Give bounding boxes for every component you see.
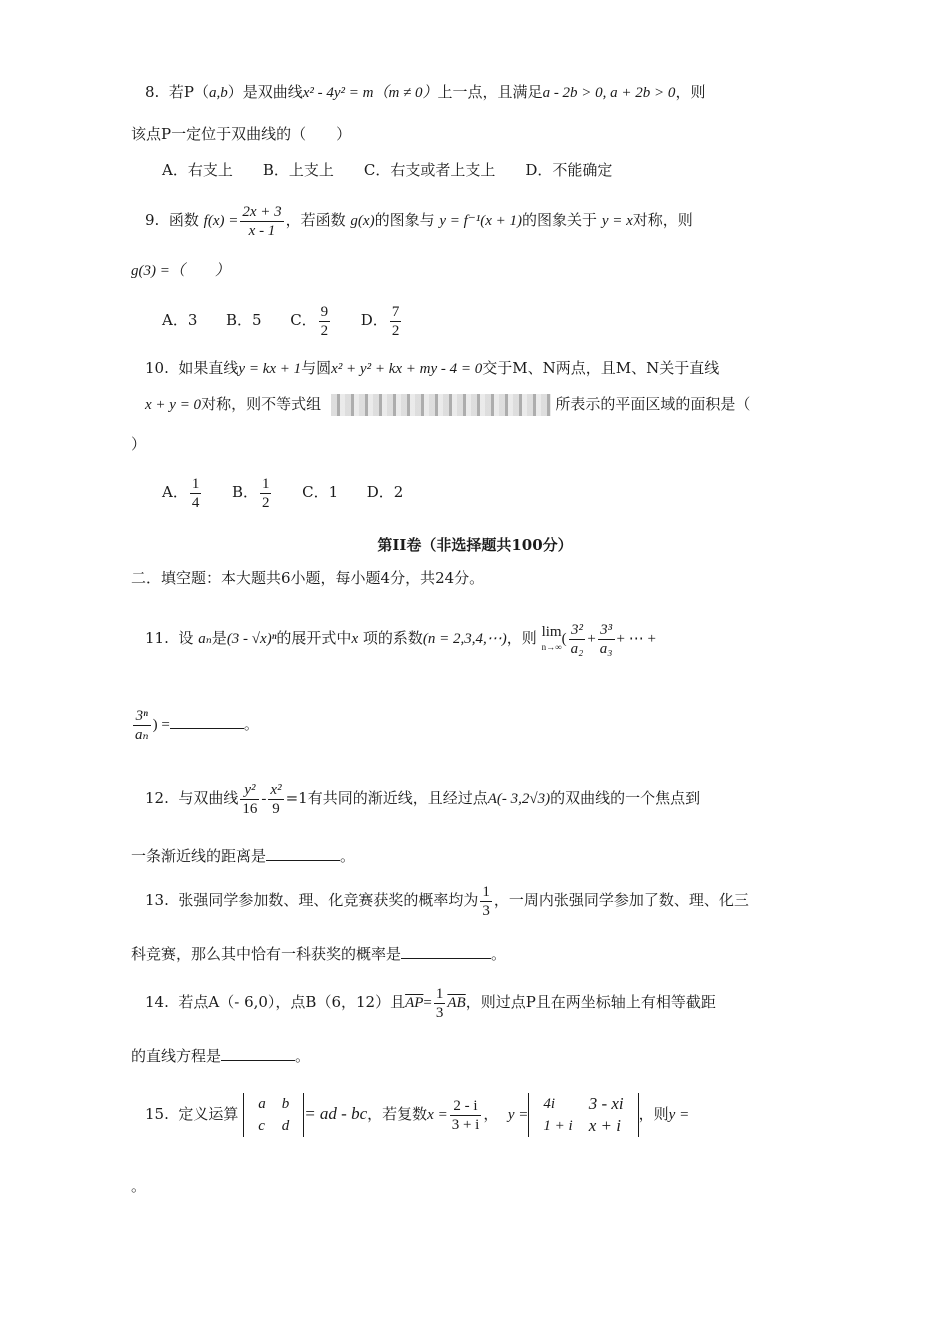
q14-line2: 的直线方程是 。 <box>131 1047 311 1065</box>
q8-line2: 该点P一定位于双曲线的（ ） <box>131 125 352 143</box>
q10-line2: x + y = 0对称，则不等式组 所表示的平面区域的面积是（ <box>145 394 750 416</box>
q10-line1: 10. 如果直线y = kx + 1与圆x² + y² + kx + my - 4 = 0交于M、N两点，且M、N关于直线 <box>145 359 720 377</box>
q9-options: A．3 B．5 C． $\frac{9}{2}$ D． $\frac{7}{2}$ <box>162 303 400 339</box>
q12-answer-blank[interactable] <box>266 846 340 861</box>
q10-options: A． $\frac{1}{4}$ B． $\frac{1}{2}$ C．1 D．2 <box>162 475 404 511</box>
q13-line2: 科竞赛，那么其中恰有一科获奖的概率是 。 <box>131 945 507 963</box>
determinant-definition: a b c d <box>243 1093 304 1137</box>
q15-line1: 15. 定义运算 a b c d = ad - bc，若复数x = $\frac{2 - i}{3 + i}$ ， y = 4i 3 - xi 1 + i x + i ，则y = <box>145 1094 690 1135</box>
q13-line1: 13. 张强同学参加数、理、化竞赛获奖的概率均为 $\frac{1}{3}$ ，一周内张强同学参加了数、理、化三 <box>145 883 749 919</box>
q8-line1: 8. 若P（a,b）是双曲线x² - 4y² = m（m ≠ 0）上一点，且满足a - 2b > 0, a + 2b > 0，则 <box>145 83 706 101</box>
fill-in-instructions: 二．填空题：本大题共6小题，每小题4分，共24分。 <box>131 569 485 587</box>
section-title: 第II卷（非选择题共100分） <box>377 536 573 554</box>
q9-fraction: $\frac{2x + 3}{x - 1}$ <box>242 203 282 239</box>
q10-line3: ） <box>131 435 147 453</box>
q14-answer-blank[interactable] <box>221 1046 295 1061</box>
q11-line2: $\frac{\text{3ⁿ}}{\text{aₙ}}$ ) = 。 <box>135 707 259 743</box>
determinant-y: 4i 3 - xi 1 + i x + i <box>528 1093 638 1137</box>
q9-line2: g(3) =（ ） <box>131 263 230 279</box>
q8-options: A．右支上 B．上支上 C．右支或者上支上 D．不能确定 <box>162 161 613 179</box>
q12-line1: 12. 与双曲线 $\frac{\text{y²}}{16}$ - $\frac{\text{x²}}{9}$ =1有共同的渐近线，且经过点A(- 3,2√3)的双曲线的一个焦点到 <box>145 781 701 817</box>
q13-answer-blank[interactable] <box>401 944 491 959</box>
q14-line1: 14. 若点A（- 6,0），点B（6，12）且$\overline{AP}=$ $\frac{1}{3}$ $\overline{AB}$，则过点P且在两坐标轴上有相等截距 <box>145 985 716 1021</box>
q11-answer-blank[interactable] <box>170 714 244 729</box>
q15-line2: 。 <box>131 1177 147 1195</box>
q9-line1: 9. 函数 f(x) = $\frac{2x + 3}{x - 1}$ ，若函数 g(x)的图象与 y = f⁻¹(x + 1)的图象关于 y = x对称，则 <box>145 203 693 239</box>
q11-line1: 11. 设 aₙ是(3 - √x)ⁿ的展开式中x 项的系数(n = 2,3,4,⋯)，则 lim n→∞( $\frac{\text{3²}}{\text{a₂}}$ + $\frac{\text{3³}}{\text{a₃}}$ + ⋯ + <box>145 621 656 657</box>
inequality-system-image <box>331 394 551 416</box>
q12-line2: 一条渐近线的距离是 。 <box>131 847 356 865</box>
